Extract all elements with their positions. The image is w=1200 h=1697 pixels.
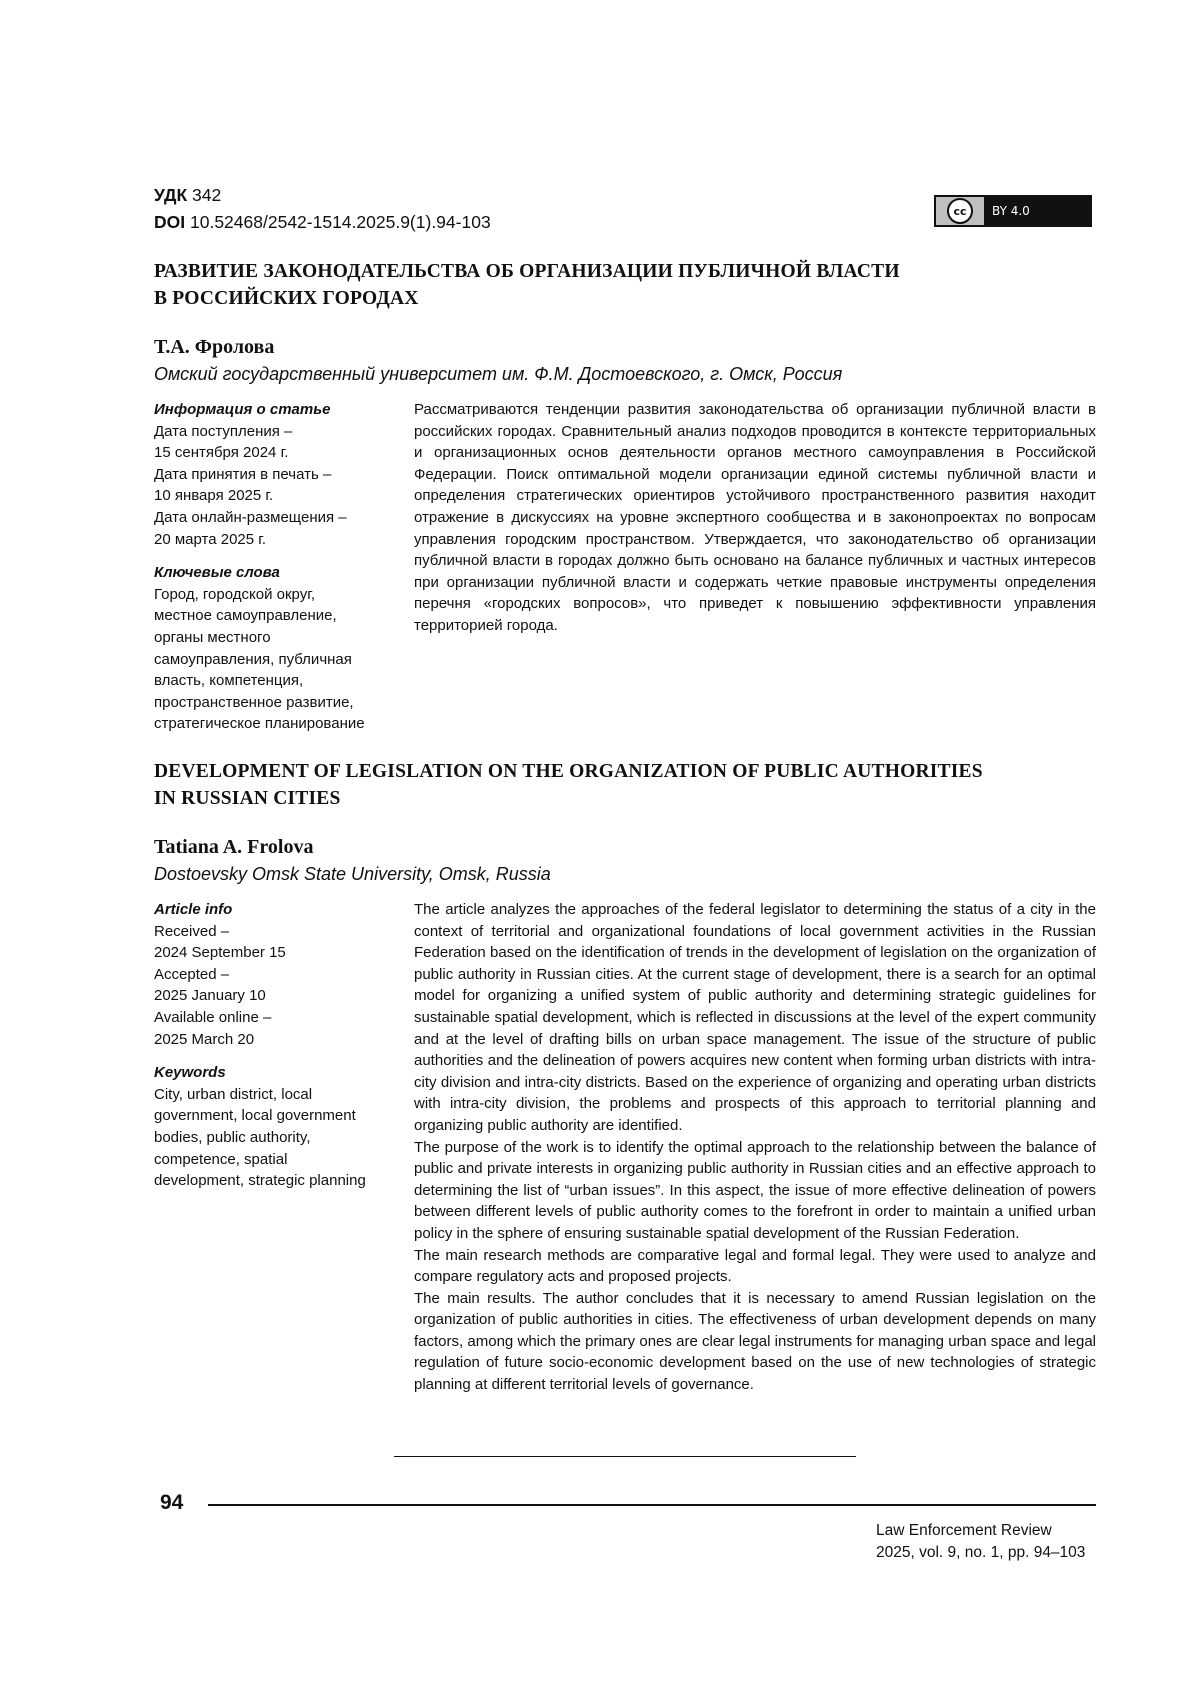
en-affiliation: Dostoevsky Omsk State University, Omsk, Russia (154, 864, 551, 885)
en-info-line: 2025 January 10 (154, 985, 404, 1007)
en-info-heading: Article info (154, 899, 404, 921)
udk-line (154, 182, 491, 209)
en-keyword-line: development, strategic planning (154, 1170, 404, 1192)
en-abstract-paragraph: The article analyzes the approaches of the federal legislator to determining the status of a city in the context of territorial and organizational foundations of local government activities in the Russian Federation based on the identification of trends in the development of legislation on the organization of public authority in Russian cities. At the current stage of development, there is a search for an optimal model for organizing a unified system of public authority and determining strategic guidelines for sustainable spatial development, which is reflected in discussions at the level of the expert community and at the level of drafting bills on urban space management. The issue of the structure of public authorities and the delineation of powers acquires new content when forming urban districts with intra-city division and intra-city districts. Based on the experience of organizing and operating urban districts with intra-city division, the problems and prospects of this approach to territorial planning and organizing public authority are identified. (414, 899, 1096, 1137)
en-info-line: Available online – (154, 1007, 404, 1029)
ru-title-line1: РАЗВИТИЕ ЗАКОНОДАТЕЛЬСТВА ОБ ОРГАНИЗАЦИИ ПУБЛИЧНОЙ ВЛАСТИ (154, 258, 1054, 285)
en-keyword-line: City, urban district, local (154, 1084, 404, 1106)
en-info-line: Received – (154, 921, 404, 943)
udk-label: УДК (154, 185, 187, 205)
ru-info-line: 15 сентября 2024 г. (154, 442, 404, 464)
doi-value: 10.52468/2542-1514.2025.9(1).94-103 (190, 212, 491, 232)
doi-label: DOI (154, 212, 185, 232)
en-keywords-heading: Keywords (154, 1062, 404, 1084)
udk-value: 342 (192, 185, 221, 205)
en-keyword-line: competence, spatial (154, 1149, 404, 1171)
cc-logo (936, 197, 984, 225)
ru-title (154, 258, 1054, 312)
ru-title-line2: В РОССИЙСКИХ ГОРОДАХ (154, 285, 1054, 312)
en-author: Tatiana A. Frolova (154, 836, 313, 859)
journal-info (876, 1520, 1085, 1564)
ru-abstract (414, 399, 1096, 637)
ru-keyword-line: органы местного (154, 627, 404, 649)
journal-issue: 2025, vol. 9, no. 1, pp. 94–103 (876, 1542, 1085, 1564)
en-abstract-paragraph: The purpose of the work is to identify the optimal approach to the relationship between the balance of public and private interests in organizing public authority in Russian cities and an effective approach to determining the list of “urban issues”. In this aspect, the issue of more effective delineation of powers between different levels of public authority comes to the forefront in order to maintain a unified urban policy in the sphere of ensuring sustainable spatial development of the Russian Federation. (414, 1137, 1096, 1245)
en-title-line1: DEVELOPMENT OF LEGISLATION ON THE ORGANIZATION OF PUBLIC AUTHORITIES (154, 758, 1054, 785)
page-number: 94 (160, 1491, 183, 1515)
footnote-divider (394, 1456, 856, 1457)
ru-info-line: 10 января 2025 г. (154, 485, 404, 507)
license-version: BY 4.0 (984, 197, 1030, 225)
journal-name: Law Enforcement Review (876, 1520, 1085, 1542)
ru-info-line: Дата онлайн-размещения – (154, 507, 404, 529)
doi-line (154, 209, 491, 236)
cc-icon: cc (947, 198, 973, 224)
ru-keyword-line: пространственное развитие, (154, 692, 404, 714)
en-keyword-line: bodies, public authority, (154, 1127, 404, 1149)
en-abstract (414, 899, 1096, 1396)
ru-keyword-line: Город, городской округ, (154, 584, 404, 606)
header-meta (154, 182, 491, 236)
ru-keyword-line: власть, компетенция, (154, 670, 404, 692)
ru-keyword-line: местное самоуправление, (154, 605, 404, 627)
ru-info-line: Дата принятия в печать – (154, 464, 404, 486)
ru-sidebar (154, 399, 404, 735)
en-info-line: 2025 March 20 (154, 1029, 404, 1051)
ru-author: Т.А. Фролова (154, 336, 274, 359)
article-page (0, 0, 1200, 1697)
en-keyword-line: government, local government (154, 1105, 404, 1127)
ru-info-line: 20 марта 2025 г. (154, 529, 404, 551)
ru-keyword-line: самоуправления, публичная (154, 649, 404, 671)
ru-keyword-line: стратегическое планирование (154, 713, 404, 735)
ru-keywords-heading: Ключевые слова (154, 562, 404, 584)
footer-divider (208, 1504, 1096, 1506)
en-abstract-paragraph: The main research methods are comparative legal and formal legal. They were used to analyze and compare regulatory acts and proposed projects. (414, 1245, 1096, 1288)
en-info-line: Accepted – (154, 964, 404, 986)
en-abstract-paragraph: The main results. The author concludes that it is necessary to amend Russian legislation on the organization of public authorities in cities. The effectiveness of urban development depends on many factors, among which the primary ones are clear legal instruments for managing urban space and legal regulation of future socio-economic development based on the use of new technologies of strategic planning at different territorial levels of governance. (414, 1288, 1096, 1396)
en-title (154, 758, 1054, 812)
en-title-line2: IN RUSSIAN CITIES (154, 785, 1054, 812)
cc-license-badge[interactable] (934, 195, 1092, 227)
ru-affiliation: Омский государственный университет им. Ф.М. Достоевского, г. Омск, Россия (154, 364, 842, 385)
en-info-line: 2024 September 15 (154, 942, 404, 964)
ru-info-heading: Информация о статье (154, 399, 404, 421)
en-sidebar (154, 899, 404, 1192)
ru-info-line: Дата поступления – (154, 421, 404, 443)
ru-abstract-text: Рассматриваются тенденции развития законодательства об организации публичной власти в российских городах. Сравнительный анализ подходов проводится в контексте территориальных и организационных основ деятельности органов местного самоуправления в Российской Федерации. Поиск оптимальной модели организации единой системы публичной власти и определения стратегических ориентиров устойчивого пространственного развития находит отражение в дискуссиях на уровне экспертного сообщества и в законопроектах по вопросам управления городским пространством. Утверждается, что законодательство об организации публичной власти в городах должно быть основано на балансе публичных и частных интересов при организации публичной власти и содержать четкие правовые инструменты определения перечня «городских вопросов», что приведет к повышению эффективности управления территорией города. (414, 399, 1096, 637)
